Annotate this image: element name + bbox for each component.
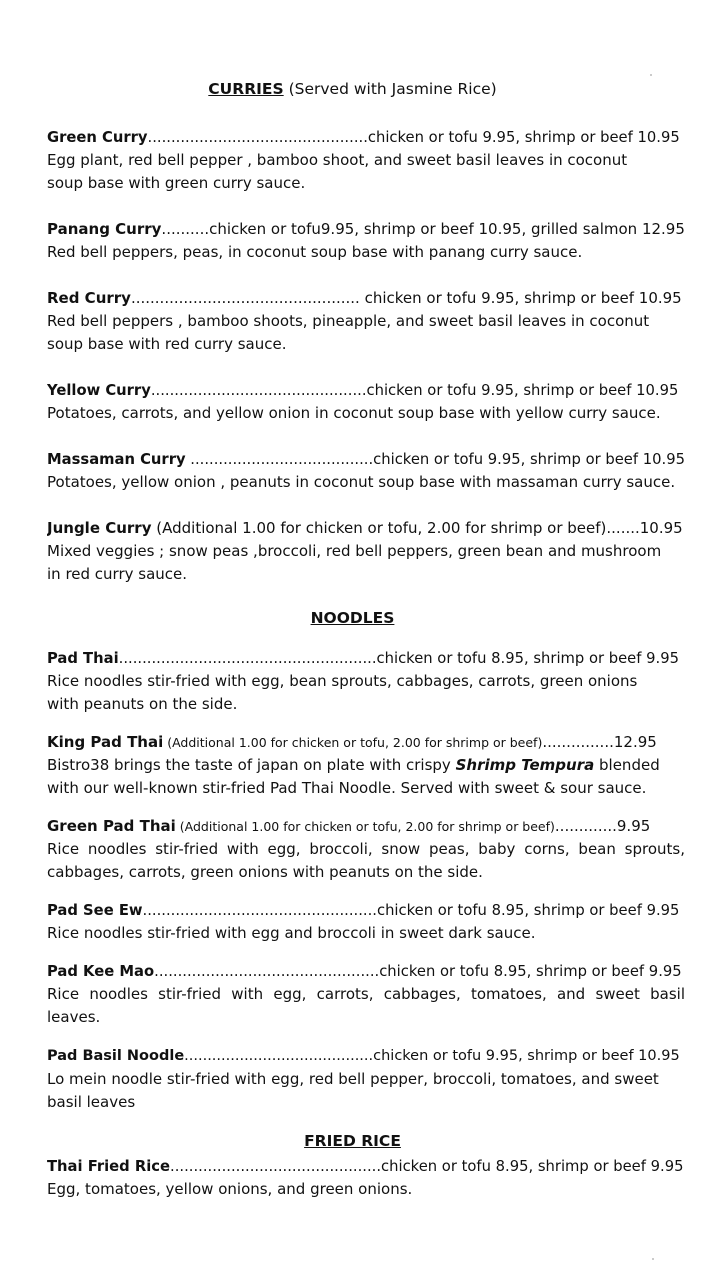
item-description: Mixed veggies ; snow peas ,broccoli, red bell peppers, green bean and mushroom xyxy=(47,542,662,560)
item-title-line xyxy=(47,218,685,241)
curries-title: CURRIES xyxy=(208,80,284,98)
item-description: with our well-known stir-fried Pad Thai Noodle. Served with sweet & sour sauce. xyxy=(47,779,647,797)
item-price: .......................................chicken or tofu 9.95, shrimp or beef 10.95 xyxy=(185,451,685,468)
item-name: Pad Thai xyxy=(47,650,119,667)
shrimp-tempura-highlight: Shrimp Tempura xyxy=(455,756,595,774)
item-name: Pad Kee Mao xyxy=(47,963,155,980)
item-price: ................................................ chicken or tofu 9.95, shrimp or beef 10.95 xyxy=(130,289,682,307)
item-name: King Pad Thai xyxy=(47,733,164,751)
menu-item-red-curry xyxy=(47,287,685,356)
item-name: Massaman Curry xyxy=(47,451,186,468)
item-price: .........................................chicken or tofu 9.95, shrimp or beef 10.95 xyxy=(184,1048,680,1064)
item-description: Potatoes, yellow onion , peanuts in coconut soup base with massaman curry sauce. xyxy=(47,473,676,491)
item-price: ..................................................chicken or tofu 8.95, shrimp or beef 9.95 xyxy=(142,902,680,919)
item-price: .......................................................chicken or tofu 8.95, shrimp or beef 9.95 xyxy=(118,650,679,667)
item-price: ...............12.95 xyxy=(542,733,657,751)
menu-item-panang-curry xyxy=(47,218,685,264)
item-name: Green Pad Thai xyxy=(47,817,176,835)
fried-rice-heading xyxy=(0,1131,705,1151)
item-title-line xyxy=(47,1045,685,1068)
menu-item-green-pad-thai xyxy=(47,815,685,884)
item-description: Red bell peppers , bamboo shoots, pineapple, and sweet basil leaves in coconut xyxy=(47,312,650,330)
item-description: Rice noodles stir-fried with egg, carrots, cabbages, tomatoes, and sweet basil xyxy=(47,985,685,1003)
item-price: .............9.95 xyxy=(554,817,651,835)
item-name: Pad Basil Noodle xyxy=(47,1048,185,1064)
item-description: basil leaves xyxy=(47,1093,136,1111)
item-name: Pad See Ew xyxy=(47,902,143,919)
menu-item-pad-see-ew xyxy=(47,899,685,945)
description-text: blended xyxy=(594,756,660,774)
item-title-line xyxy=(47,815,685,838)
item-title-line xyxy=(47,647,685,670)
item-note: (Additional 1.00 for chicken or tofu, 2.00 for shrimp or beef) xyxy=(163,735,543,750)
item-description: soup base with green curry sauce. xyxy=(47,174,306,192)
item-title-line xyxy=(47,448,685,471)
fried-rice-title: FRIED RICE xyxy=(304,1132,401,1150)
item-description: Potatoes, carrots, and yellow onion in coconut soup base with yellow curry sauce. xyxy=(47,404,661,422)
item-price: ...............................................chicken or tofu 9.95, shrimp or beef 10.95 xyxy=(147,129,680,146)
item-description: soup base with red curry sauce. xyxy=(47,335,287,353)
item-title-line xyxy=(47,1155,685,1178)
item-description xyxy=(47,754,685,777)
item-title-line xyxy=(47,126,685,149)
menu-item-king-pad-thai xyxy=(47,731,685,800)
item-title-line xyxy=(47,379,685,402)
item-description: Lo mein noodle stir-fried with egg, red bell pepper, broccoli, tomatoes, and sweet xyxy=(47,1070,659,1088)
item-title-line xyxy=(47,731,685,754)
item-price: ..........chicken or tofu9.95, shrimp or beef 10.95, grilled salmon 12.95 xyxy=(161,220,685,238)
item-note: (Additional 1.00 for chicken or tofu, 2.00 for shrimp or beef) xyxy=(175,819,555,834)
item-name: Red Curry xyxy=(47,289,131,307)
menu-item-green-curry xyxy=(47,126,685,195)
menu-item-massaman-curry xyxy=(47,448,685,494)
menu-item-pad-kee-mao xyxy=(47,960,685,1029)
item-description: Rice noodles stir-fried with egg, broccoli, snow peas, baby corns, bean sprouts, xyxy=(47,840,685,858)
noodles-title: NOODLES xyxy=(310,609,395,627)
item-title-line xyxy=(47,899,685,922)
item-name: Panang Curry xyxy=(47,220,162,238)
item-price: ................................................chicken or tofu 8.95, shrimp or beef 9.95 xyxy=(154,963,682,980)
scan-speck xyxy=(650,74,652,76)
item-name: Thai Fried Rice xyxy=(47,1158,171,1175)
scan-speck xyxy=(652,1258,654,1260)
menu-item-thai-fried-rice xyxy=(47,1155,685,1201)
item-price: (Additional 1.00 for chicken or tofu, 2.00 for shrimp or beef).......10.95 xyxy=(151,519,683,537)
item-price: .............................................chicken or tofu 8.95, shrimp or beef 9.95 xyxy=(170,1158,684,1175)
item-description: leaves. xyxy=(47,1008,101,1026)
item-description: cabbages, carrots, green onions with peanuts on the side. xyxy=(47,863,483,881)
item-description: Egg, tomatoes, yellow onions, and green onions. xyxy=(47,1180,413,1198)
item-price: ..............................................chicken or tofu 9.95, shrimp or beef 10.95 xyxy=(150,382,679,399)
curries-heading xyxy=(0,79,705,99)
menu-item-yellow-curry xyxy=(47,379,685,425)
item-description: Red bell peppers, peas, in coconut soup base with panang curry sauce. xyxy=(47,243,583,261)
menu-item-pad-thai xyxy=(47,647,685,716)
item-title-line xyxy=(47,960,685,983)
item-name: Jungle Curry xyxy=(47,519,152,537)
item-description: in red curry sauce. xyxy=(47,565,188,583)
item-description: Egg plant, red bell pepper , bamboo shoot, and sweet basil leaves in coconut xyxy=(47,151,628,169)
item-name: Green Curry xyxy=(47,129,148,146)
item-description: Rice noodles stir-fried with egg and broccoli in sweet dark sauce. xyxy=(47,924,536,942)
item-title-line xyxy=(47,287,685,310)
item-title-line xyxy=(47,517,685,540)
menu-item-jungle-curry xyxy=(47,517,685,586)
menu-item-pad-basil-noodle xyxy=(47,1045,685,1114)
item-name: Yellow Curry xyxy=(47,382,151,399)
item-description: Rice noodles stir-fried with egg, bean sprouts, cabbages, carrots, green onions xyxy=(47,672,638,690)
item-description: with peanuts on the side. xyxy=(47,695,238,713)
description-text: Bistro38 brings the taste of japan on plate with crispy xyxy=(47,756,456,774)
noodles-heading xyxy=(0,608,705,628)
curries-subtitle: (Served with Jasmine Rice) xyxy=(288,80,497,98)
